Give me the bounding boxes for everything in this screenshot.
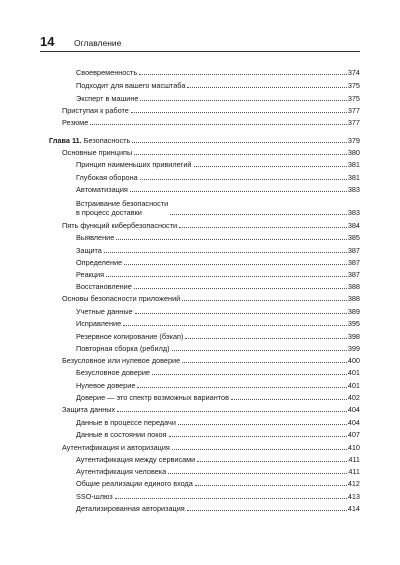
toc-entry-label: Выявление	[76, 233, 115, 242]
toc-entry-label: Определение	[76, 258, 123, 267]
toc-entry-page: 383	[347, 185, 360, 194]
toc-entry-page: 380	[347, 148, 360, 157]
toc-entry-page: 414	[347, 504, 360, 513]
toc-entry[interactable]	[76, 430, 360, 439]
toc-entry[interactable]	[76, 319, 360, 328]
toc-entry-page: 410	[347, 443, 360, 452]
toc-entry[interactable]	[76, 185, 360, 194]
dot-leader	[185, 338, 346, 339]
toc-entry-label: Общие реализации единого входа	[76, 479, 193, 488]
toc-entry-page: 395	[347, 319, 360, 328]
dot-leader	[115, 498, 347, 499]
toc-entry-page: 377	[347, 118, 360, 127]
toc-entry-label: Нулевое доверие	[76, 381, 136, 390]
toc-entry[interactable]	[76, 246, 360, 255]
toc-entry-label: Данные в состоянии покоя	[76, 430, 167, 439]
dot-leader	[106, 276, 347, 277]
toc-entry[interactable]	[76, 344, 360, 353]
toc-entry-label: Безусловное доверие	[76, 368, 150, 377]
toc-entry-page: 401	[347, 368, 360, 377]
header-rule	[40, 51, 360, 52]
toc-entry[interactable]	[76, 504, 360, 513]
toc-entry-label: Аутентификация и авторизация	[62, 443, 170, 452]
toc-entry-page: 400	[347, 356, 360, 365]
running-title: Оглавление	[74, 38, 122, 48]
toc-entry[interactable]	[76, 258, 360, 267]
dot-leader	[172, 449, 347, 450]
dot-leader	[194, 166, 347, 167]
chapter-title: Безопасность	[83, 136, 131, 145]
dot-leader	[197, 461, 347, 462]
toc-entry-page: 385	[347, 233, 360, 242]
toc-entry-label: Детализированная авторизация	[76, 504, 185, 513]
toc-entry-label: Пять функций кибербезопасности	[62, 221, 178, 230]
dot-leader	[195, 485, 347, 486]
toc-entry-page: 387	[347, 270, 360, 279]
toc-entry-page: 401	[347, 381, 360, 390]
toc-entry-label: Резервное копирование (бэкап)	[76, 332, 184, 341]
toc-entry[interactable]	[76, 233, 360, 242]
toc-entry-page: 413	[347, 492, 360, 501]
toc-entry-page: 412	[347, 479, 360, 488]
toc-entry-page: 384	[347, 221, 360, 230]
dot-leader	[139, 74, 347, 75]
dot-leader	[134, 288, 347, 289]
toc-entry-page: 377	[347, 106, 360, 115]
dot-leader	[135, 313, 347, 314]
dot-leader	[182, 362, 347, 363]
toc-entry-page: 411	[348, 455, 360, 464]
toc-entry-label: SSO-шлюз	[76, 492, 113, 501]
dot-leader	[178, 424, 347, 425]
dot-leader	[130, 191, 347, 192]
toc-entry[interactable]	[76, 199, 360, 217]
toc-entry[interactable]	[62, 118, 360, 127]
toc-entry[interactable]	[76, 173, 360, 182]
toc-entry-page: 407	[347, 430, 360, 439]
page-number: 14	[40, 34, 55, 49]
toc-entry[interactable]	[76, 455, 360, 464]
toc-entry-label: Своевременность	[76, 68, 138, 77]
toc-entry[interactable]	[62, 443, 360, 452]
dot-leader	[231, 399, 347, 400]
toc-entry-page: 402	[347, 393, 360, 402]
toc-entry[interactable]	[76, 307, 360, 316]
dot-leader	[140, 100, 346, 101]
dot-leader	[152, 374, 347, 375]
dot-leader	[132, 142, 347, 143]
toc-entry[interactable]	[76, 160, 360, 169]
dot-leader	[182, 300, 347, 301]
toc-entry[interactable]	[62, 405, 360, 414]
dot-leader	[123, 325, 347, 326]
toc-chapter-entry[interactable]	[49, 136, 360, 145]
toc-entry-page: 387	[347, 258, 360, 267]
toc-entry-page: 411	[348, 467, 360, 476]
toc-entry-label: Учетные данные	[76, 307, 133, 316]
toc-entry[interactable]	[76, 381, 360, 390]
dot-leader	[187, 87, 346, 88]
toc-entry-page: 404	[347, 418, 360, 427]
toc-entry-page: 375	[347, 94, 360, 103]
toc-entry[interactable]	[76, 393, 360, 402]
dot-leader	[90, 124, 347, 125]
dot-leader	[169, 436, 347, 437]
toc-entry-page: 387	[347, 246, 360, 255]
dot-leader	[140, 179, 347, 180]
dot-leader	[168, 473, 347, 474]
dot-leader	[170, 214, 347, 215]
toc-entry-page: 381	[347, 173, 360, 182]
toc-entry-label	[76, 199, 168, 217]
toc-entry-label: Аутентификация человека	[76, 467, 167, 476]
toc-entry[interactable]	[76, 368, 360, 377]
toc-entry-label-line2: в процесс доставки	[76, 208, 142, 217]
toc-entry-label: Защита данных	[62, 405, 116, 414]
toc-entry-label: Эксперт в машине	[76, 94, 139, 103]
running-header	[40, 34, 360, 51]
dot-leader	[179, 227, 347, 228]
dot-leader	[117, 411, 347, 412]
chapter-number: Глава 11.	[49, 136, 82, 145]
toc-entry-label: Автоматизация	[76, 185, 128, 194]
dot-leader	[104, 252, 347, 253]
toc-entry-page: 383	[347, 208, 360, 217]
toc-entry-page: 375	[347, 81, 360, 90]
toc-entry[interactable]	[76, 81, 360, 90]
toc-entry[interactable]	[62, 356, 360, 365]
toc-entry[interactable]	[62, 148, 360, 157]
toc-entry-page: 388	[347, 282, 360, 291]
dot-leader	[134, 154, 347, 155]
toc-entry[interactable]	[76, 94, 360, 103]
toc-entry-label: Принцип наименьших привилегий	[76, 160, 192, 169]
toc-entry-page: 389	[347, 307, 360, 316]
dot-leader	[172, 350, 347, 351]
toc-entry-label: Защита	[76, 246, 102, 255]
toc-entry[interactable]	[62, 221, 360, 230]
dot-leader	[124, 264, 347, 265]
toc-entry-label: Резюме	[62, 118, 89, 127]
toc-entry[interactable]	[76, 418, 360, 427]
toc-entry[interactable]	[62, 106, 360, 115]
toc-entry-label: Данные в процессе передачи	[76, 418, 176, 427]
toc-entry-page: 379	[347, 136, 360, 145]
dot-leader	[137, 387, 346, 388]
toc-entry-page: 388	[347, 294, 360, 303]
toc-entry-label: Аутентификация между сервисами	[76, 455, 196, 464]
toc-entry-label: Основы безопасности приложений	[62, 294, 181, 303]
toc-entry-page: 398	[347, 332, 360, 341]
chapter-heading	[49, 136, 130, 145]
toc-entry-label: Приступая к работе	[62, 106, 129, 115]
toc-entry-label: Основные принципы	[62, 148, 133, 157]
dot-leader	[187, 510, 347, 511]
toc-entry-label-line1: Встраивание безопасности	[76, 199, 169, 208]
dot-leader	[116, 239, 347, 240]
dot-leader	[131, 112, 347, 113]
toc-entry-label: Безусловное или нулевое доверие	[62, 356, 181, 365]
toc-entry-label: Повторная сборка (ребилд)	[76, 344, 170, 353]
toc-entry-label: Восстановление	[76, 282, 132, 291]
toc-entry[interactable]	[62, 294, 360, 303]
toc-entry[interactable]	[76, 270, 360, 279]
toc-entry-page: 374	[347, 68, 360, 77]
toc-entry[interactable]	[76, 467, 360, 476]
toc-entry[interactable]	[76, 332, 360, 341]
toc-entry-page: 381	[347, 160, 360, 169]
toc-entry[interactable]	[76, 479, 360, 488]
toc-entry-label: Доверие — это спектр возможных вариантов	[76, 393, 229, 402]
toc-entry-label: Глубокая оборона	[76, 173, 138, 182]
toc-entry[interactable]	[76, 68, 360, 77]
toc-entry-page: 404	[347, 405, 360, 414]
toc-entry[interactable]	[76, 282, 360, 291]
toc-entry-label: Реакция	[76, 270, 105, 279]
toc-entry[interactable]	[76, 492, 360, 501]
toc-entry-page: 399	[347, 344, 360, 353]
toc-entry-label: Подходит для вашего масштаба	[76, 81, 186, 90]
toc-entry-label: Исправление	[76, 319, 122, 328]
